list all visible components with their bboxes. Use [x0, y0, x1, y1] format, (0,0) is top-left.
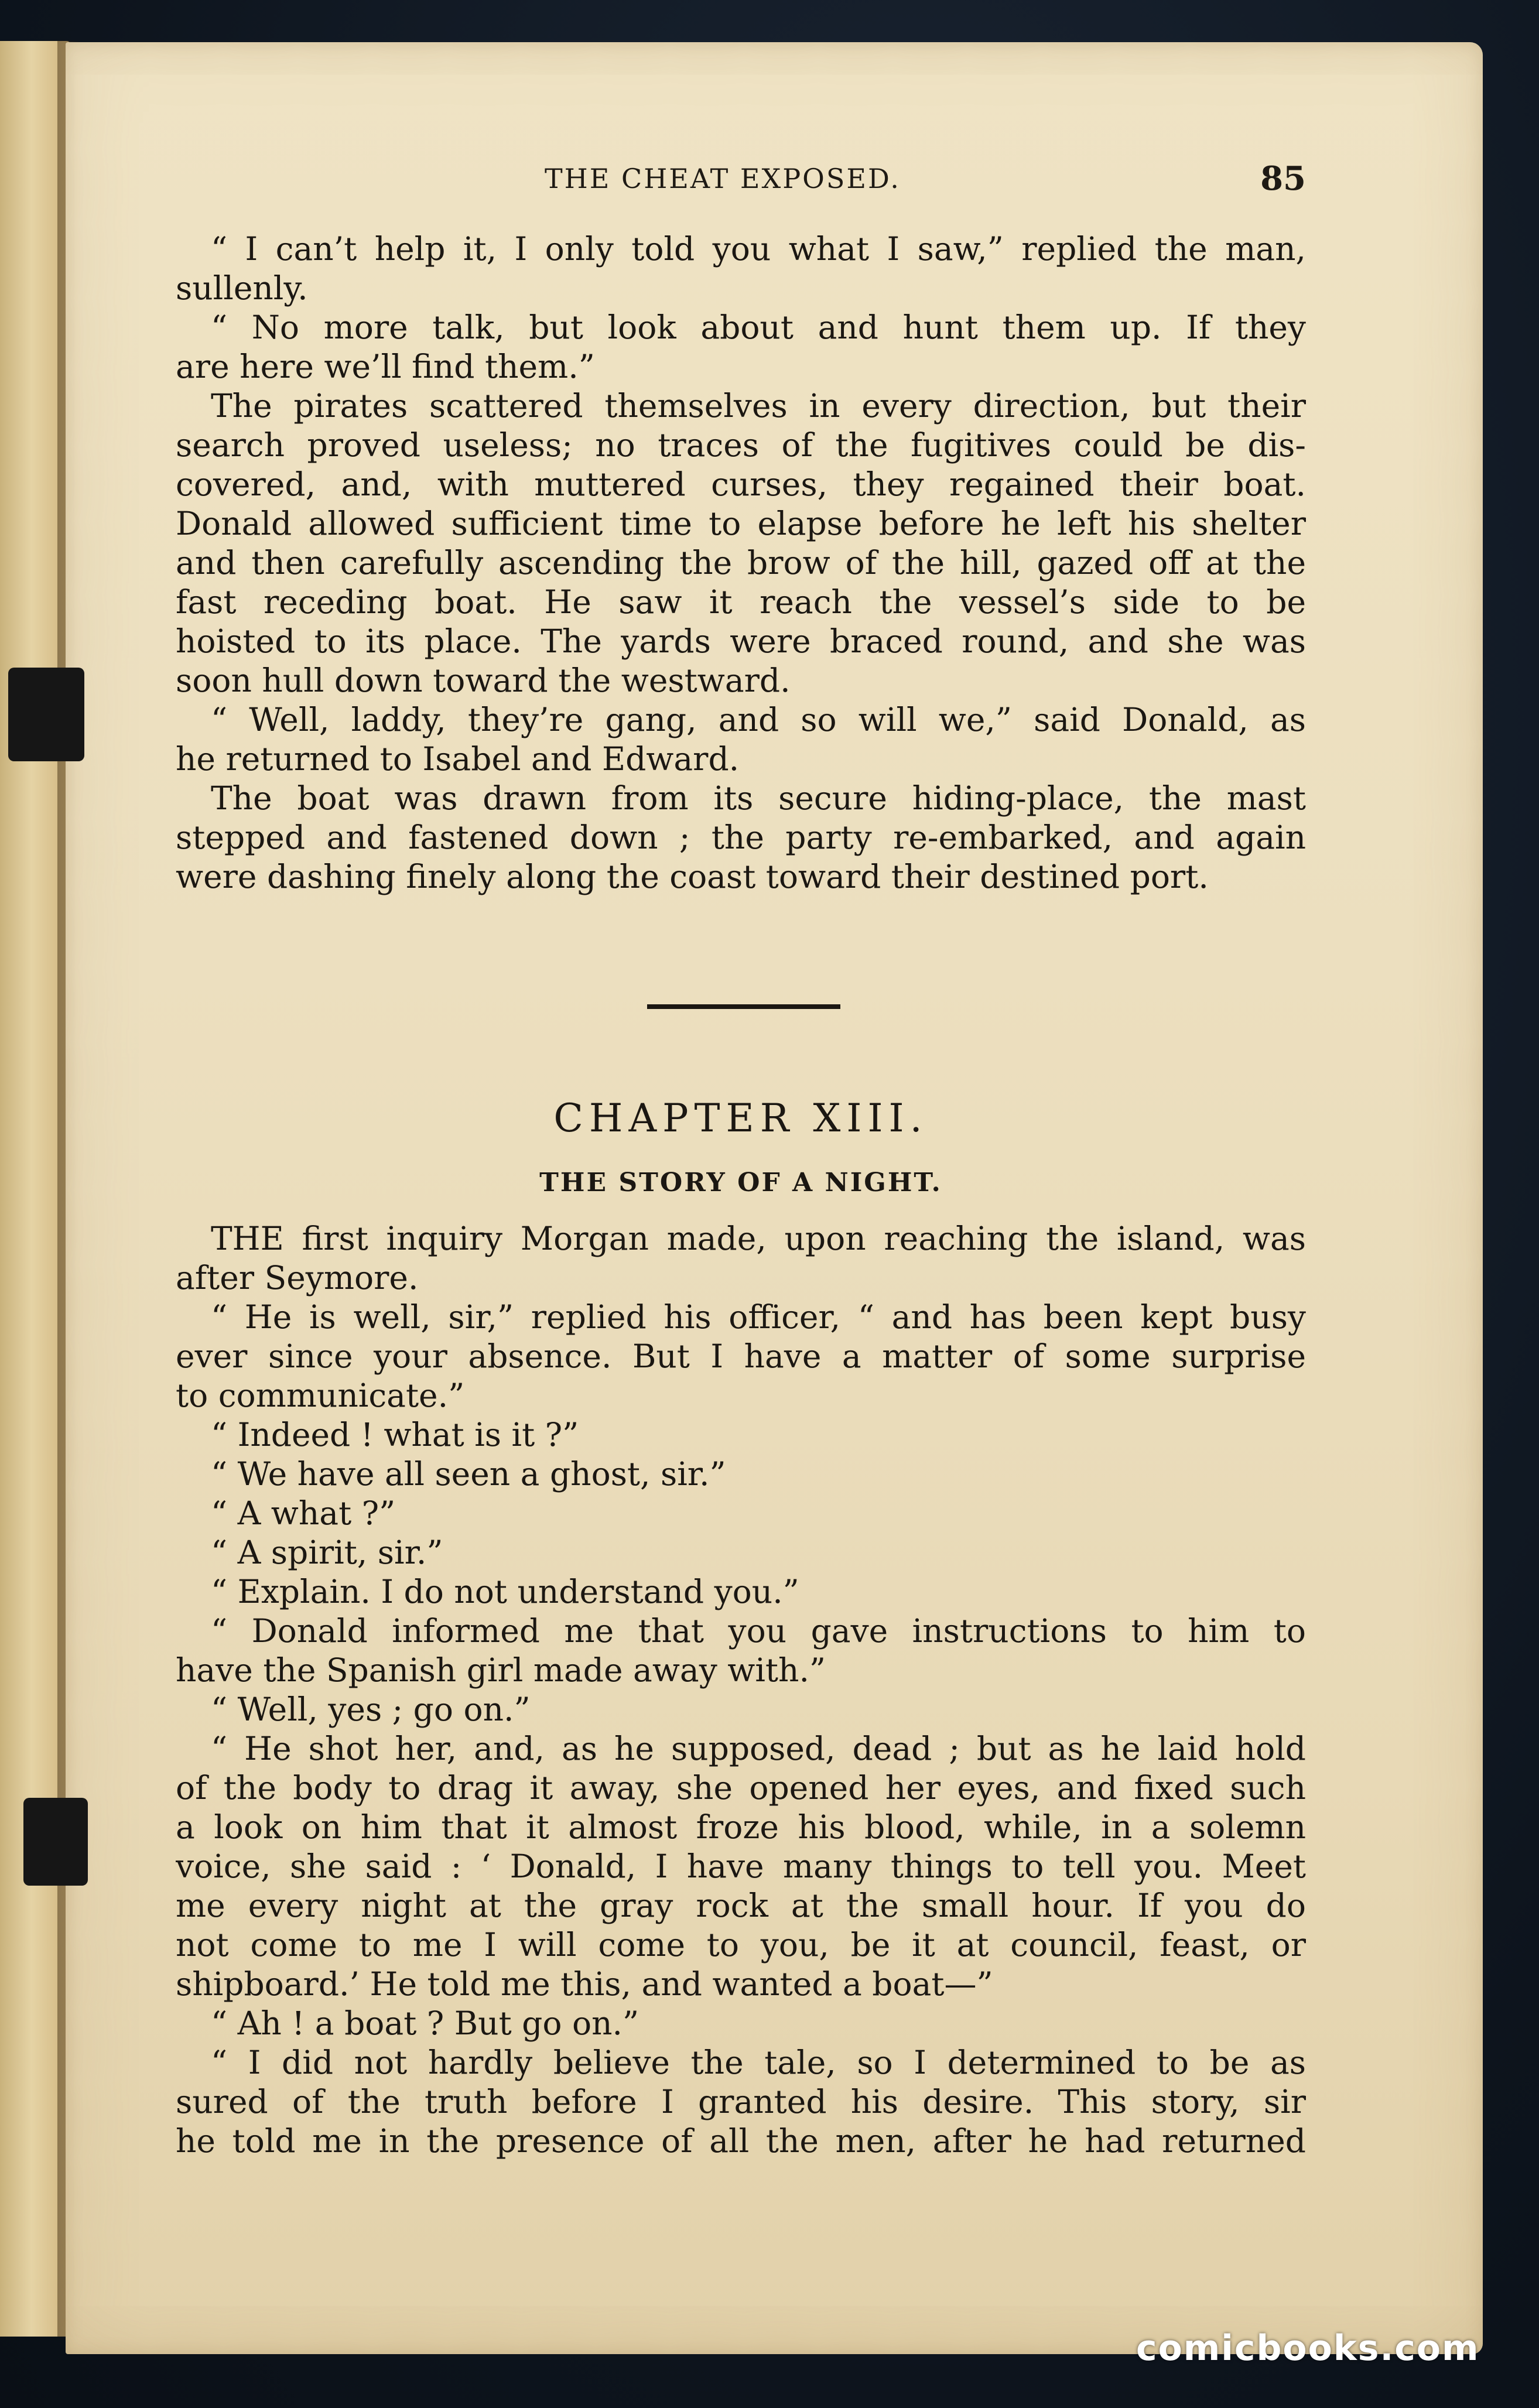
text-line: “ He is well, sir,” replied his officer, “ and has been kept busy	[211, 1298, 1306, 1336]
text-line: ever since your absence. But I have a matter of some surprise	[176, 1338, 1306, 1375]
text-line: “ We have all seen a ghost, sir.”	[211, 1455, 726, 1493]
text-line: after Seymore.	[176, 1259, 419, 1297]
chapter-subtitle: THE STORY OF A NIGHT.	[539, 1168, 942, 1198]
text-line: Donald allowed sufficient time to elapse before he left his shelter	[176, 505, 1306, 542]
section-rule	[647, 1004, 840, 1009]
text-line: were dashing finely along the coast toward their destined port.	[176, 858, 1209, 895]
text-line: and then carefully ascending the brow of the hill, gazed off at the	[176, 544, 1306, 582]
chapter-heading: CHAPTER XIII.	[553, 1096, 928, 1141]
text-line: “ A what ?”	[211, 1494, 396, 1532]
page-number: 85	[1260, 159, 1306, 198]
text-line: “ Donald informed me that you gave instructions to him to	[211, 1612, 1306, 1650]
text-line: sured of the truth before I granted his desire. This story, sir	[176, 2083, 1306, 2120]
text-line: “ No more talk, but look about and hunt them up. If they	[211, 309, 1306, 346]
text-line: “ Explain. I do not understand you.”	[211, 1573, 799, 1610]
text-line: sullenly.	[176, 269, 308, 307]
text-line: “ I did not hardly believe the tale, so I determined to be as	[211, 2044, 1306, 2081]
text-line: “ Indeed ! what is it ?”	[211, 1416, 579, 1453]
binding-tab-lower	[23, 1798, 88, 1886]
passage-before-chapter	[176, 230, 1306, 897]
text-line: are here we’ll find them.”	[176, 348, 595, 385]
text-line: search proved useless; no traces of the fugitives could be dis-	[176, 426, 1306, 464]
binding-tab-upper	[8, 668, 84, 761]
text-line: have the Spanish girl made away with.”	[176, 1651, 826, 1689]
text-line: THE first inquiry Morgan made, upon reaching the island, was	[211, 1220, 1306, 1257]
text-line: he returned to Isabel and Edward.	[176, 740, 740, 778]
text-line: shipboard.’ He told me this, and wanted a boat—”	[176, 1965, 993, 2003]
text-line: me every night at the gray rock at the small hour. If you do	[176, 1887, 1306, 1924]
text-line: hoisted to its place. The yards were braced round, and she was	[176, 622, 1306, 660]
text-line: “ A spirit, sir.”	[211, 1534, 443, 1571]
passage-after-chapter	[176, 1219, 1306, 2161]
text-line: voice, she said : ‘ Donald, I have many things to tell you. Meet	[176, 1848, 1306, 1885]
text-line: covered, and, with muttered curses, they regained their boat.	[176, 466, 1306, 503]
text-line: “ Well, laddy, they’re gang, and so will we,” said Donald, as	[211, 701, 1306, 738]
running-head	[176, 158, 1306, 199]
text-line: “ Well, yes ; go on.”	[211, 1691, 531, 1728]
text-line: fast receding boat. He saw it reach the vessel’s side to be	[176, 583, 1306, 621]
text-line: “ He shot her, and, as he supposed, dead ; but as he laid hold	[211, 1730, 1306, 1767]
text-line: The pirates scattered themselves in every direction, but their	[211, 387, 1306, 425]
text-line: stepped and fastened down ; the party re-embarked, and again	[176, 819, 1306, 856]
text-line: soon hull down toward the westward.	[176, 662, 791, 699]
text-line: The boat was drawn from its secure hiding-place, the mast	[211, 779, 1306, 817]
text-line: he told me in the presence of all the men, after he had returned	[176, 2122, 1306, 2160]
text-line: “ I can’t help it, I only told you what I saw,” replied the man,	[211, 230, 1306, 268]
site-watermark: comicbooks.com	[1136, 2328, 1480, 2369]
running-title: THE CHEAT EXPOSED.	[545, 163, 901, 194]
text-line: not come to me I will come to you, be it at council, feast, or	[176, 1926, 1306, 1964]
text-line: to communicate.”	[176, 1377, 465, 1414]
text-line: a look on him that it almost froze his blood, while, in a solemn	[176, 1808, 1306, 1846]
text-line: of the body to drag it away, she opened her eyes, and fixed such	[176, 1769, 1306, 1807]
text-line: “ Ah ! a boat ? But go on.”	[211, 2005, 639, 2042]
